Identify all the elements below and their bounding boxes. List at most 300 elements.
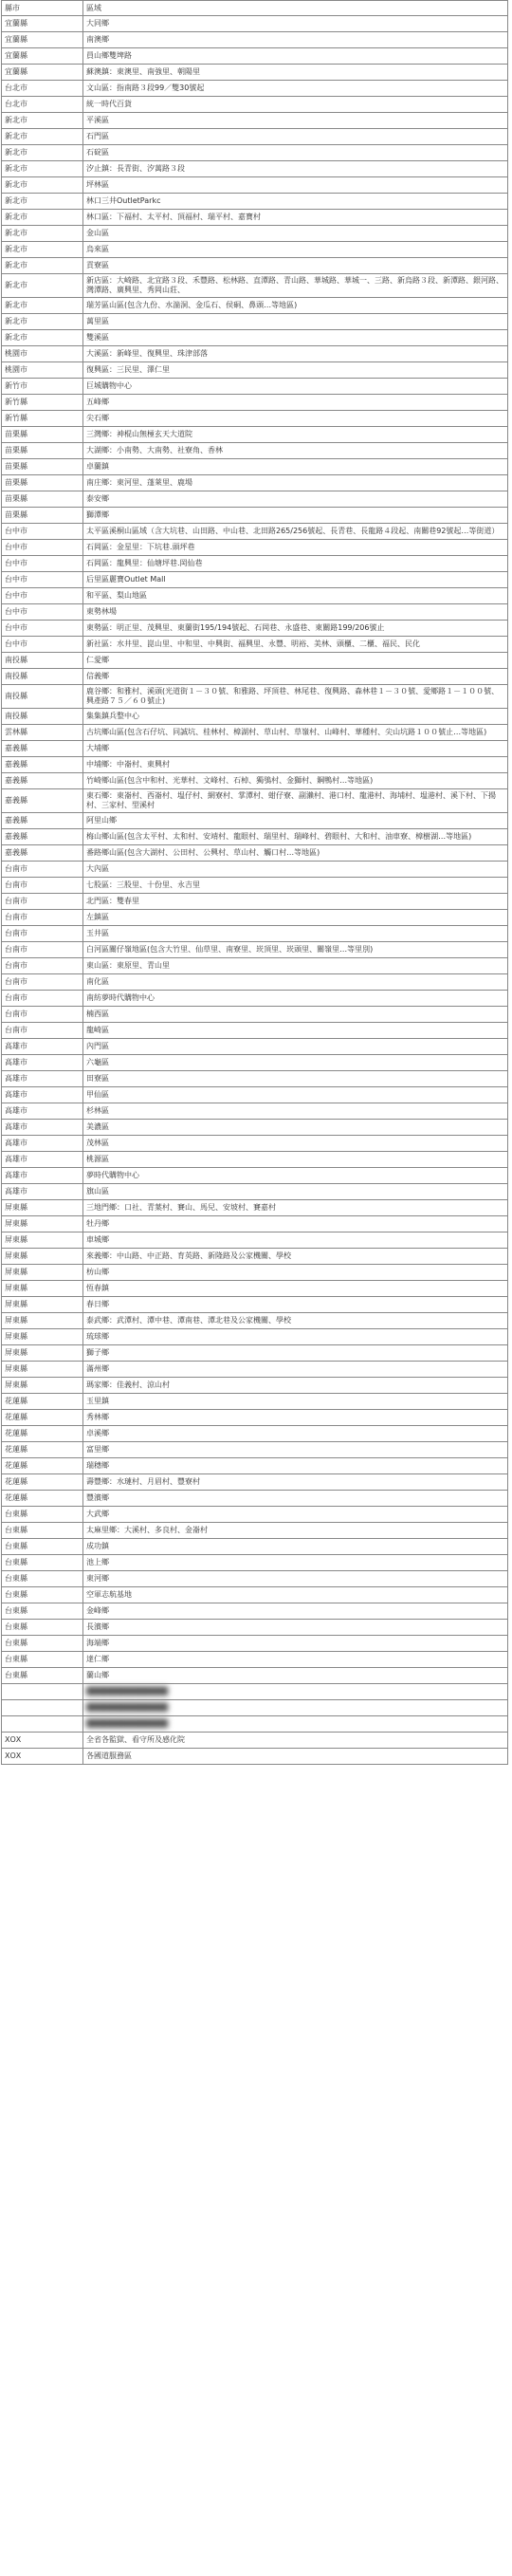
county-cell: 台中市: [2, 588, 83, 604]
area-cell: 來義鄉：中山路、中正路、育英路、新隆路及公家機關、學校: [83, 1249, 508, 1265]
table-row: [2, 177, 508, 194]
county-cell: 台東縣: [2, 1571, 83, 1587]
county-cell: 高雄市: [2, 1087, 83, 1103]
county-cell: 新北市: [2, 177, 83, 194]
table-row: [2, 274, 508, 298]
table-row: [2, 942, 508, 958]
area-cell: 巨城購物中心: [83, 379, 508, 395]
county-cell: 屏東縣: [2, 1265, 83, 1281]
table-row: [2, 330, 508, 346]
area-cell: 萬里區: [83, 314, 508, 330]
county-cell: 嘉義縣: [2, 773, 83, 789]
table-row: [2, 210, 508, 226]
area-cell: 大同鄉: [83, 16, 508, 32]
area-cell: 七股區：三股里、十份里、永吉里: [83, 878, 508, 894]
area-cell: 牡丹鄉: [83, 1216, 508, 1232]
county-cell: 嘉義縣: [2, 757, 83, 773]
table-row: [2, 1749, 508, 1765]
area-cell: 石岡區：金星里：下坑巷.頭坪巷: [83, 540, 508, 556]
table-row: [2, 314, 508, 330]
county-cell: 南投縣: [2, 653, 83, 669]
table-row: [2, 81, 508, 97]
county-cell: 宜蘭縣: [2, 16, 83, 32]
county-cell: 台東縣: [2, 1587, 83, 1603]
area-cell: 坪林區: [83, 177, 508, 194]
area-cell: 壽豐鄉：水璉村、月眉村、豐寮村: [83, 1474, 508, 1491]
area-cell: 雙溪區: [83, 330, 508, 346]
area-cell: 鹿谷鄉：和雅村、溪頭(光道街１－３０號、和雅路、坪頂巷、林尾巷、復興路、森林巷１－３０號、愛鄉路１－１００號、興產路７５／６０號止): [83, 685, 508, 709]
county-cell: 花蓮縣: [2, 1426, 83, 1442]
table-row: [2, 1039, 508, 1055]
table-row: [2, 862, 508, 878]
table-row: [2, 1555, 508, 1571]
area-cell: 大武鄉: [83, 1507, 508, 1523]
area-cell: 達仁鄉: [83, 1652, 508, 1668]
table-row: [2, 379, 508, 395]
county-cell: 屏東縣: [2, 1313, 83, 1329]
table-row: [2, 443, 508, 459]
county-cell: 台東縣: [2, 1603, 83, 1620]
column-header-area: 區域: [83, 1, 508, 16]
table-row: [2, 974, 508, 991]
area-cell: 石岡區：龍興里：仙塘坪巷.岡仙巷: [83, 556, 508, 572]
area-cell: 蘭山鄉: [83, 1668, 508, 1684]
area-cell: 南化區: [83, 974, 508, 991]
area-cell: 大溪區：新峰里、復興里、珠津部落: [83, 346, 508, 362]
area-cell: 龍崎區: [83, 1023, 508, 1039]
county-cell: 台中市: [2, 604, 83, 621]
table-row: [2, 1007, 508, 1023]
area-cell: ██████████████: [83, 1684, 508, 1700]
table-row: [2, 653, 508, 669]
county-cell: 嘉義縣: [2, 829, 83, 845]
area-cell: 后里區麗寶Outlet Mall: [83, 572, 508, 588]
area-cell: 文山區：指南路３段99／雙30號起: [83, 81, 508, 97]
county-cell: 新北市: [2, 258, 83, 274]
area-cell: 仁愛鄉: [83, 653, 508, 669]
county-cell: 高雄市: [2, 1039, 83, 1055]
area-cell: 烏來區: [83, 242, 508, 258]
table-row: [2, 813, 508, 829]
county-cell: 台北市: [2, 97, 83, 113]
area-cell: 員山鄉雙埤路: [83, 48, 508, 65]
county-cell: 新北市: [2, 129, 83, 145]
county-cell: 屏東縣: [2, 1329, 83, 1345]
area-cell: 尖石鄉: [83, 411, 508, 427]
county-cell: 新北市: [2, 161, 83, 177]
county-cell: ХОХ: [2, 1733, 83, 1749]
area-cell: 泰武鄉：武潭村、潭中巷、潭南巷、潭北巷及公家機關、學校: [83, 1313, 508, 1329]
table-row: [2, 1329, 508, 1345]
county-cell: 高雄市: [2, 1136, 83, 1152]
county-cell: 台北市: [2, 81, 83, 97]
area-cell: 竹崎鄉山區(包含中和村、光華村、文峰村、石棹、獨鴞村、金獅村、鋼鴨村…等地區): [83, 773, 508, 789]
county-cell: 宜蘭縣: [2, 48, 83, 65]
area-cell: 大內區: [83, 862, 508, 878]
county-cell: 花蓮縣: [2, 1394, 83, 1410]
county-cell: 花蓮縣: [2, 1474, 83, 1491]
area-cell: 甲仙區: [83, 1087, 508, 1103]
county-cell: 新竹縣: [2, 411, 83, 427]
table-row: [2, 1733, 508, 1749]
county-cell: 花蓮縣: [2, 1410, 83, 1426]
county-cell: 台東縣: [2, 1539, 83, 1555]
delivery-area-table: [1, 0, 508, 1765]
table-row: [2, 1313, 508, 1329]
area-cell: 番路鄉山區(包含大湖村、公田村、公興村、草山村、觸口村…等地區): [83, 845, 508, 862]
area-cell: 東勢林場: [83, 604, 508, 621]
county-cell: 新北市: [2, 145, 83, 161]
county-cell: 台東縣: [2, 1668, 83, 1684]
table-row: [2, 540, 508, 556]
county-cell: 桃園市: [2, 362, 83, 379]
table-row: [2, 258, 508, 274]
county-cell: 新北市: [2, 330, 83, 346]
county-cell: 苗栗縣: [2, 508, 83, 524]
area-cell: 新店區：大崎路、北宜路３段、禾豐路、松林路、直潭路、青山路、華城路、華城一、三路、新烏路３段、新潭路、銀河路、灣潭路、廣興里、秀岡山莊、: [83, 274, 508, 298]
county-cell: 屏東縣: [2, 1345, 83, 1362]
area-cell: 南庄鄉：東河里、蓬萊里、鹿場: [83, 475, 508, 491]
county-cell: 台南市: [2, 974, 83, 991]
county-cell: 花蓮縣: [2, 1458, 83, 1474]
table-row: [2, 1700, 508, 1716]
table-row: [2, 1232, 508, 1249]
area-cell: 信義鄉: [83, 669, 508, 685]
area-cell: 統一時代百貨: [83, 97, 508, 113]
area-cell: 南紡夢時代購物中心: [83, 991, 508, 1007]
area-cell: 集集鎮兵整中心: [83, 709, 508, 725]
county-cell: 新北市: [2, 242, 83, 258]
county-cell: 高雄市: [2, 1120, 83, 1136]
area-cell: 南澳鄉: [83, 32, 508, 48]
county-cell: 嘉義縣: [2, 789, 83, 813]
county-cell: 台南市: [2, 878, 83, 894]
table-row: [2, 1684, 508, 1700]
table-row: [2, 1410, 508, 1426]
area-cell: 美濃區: [83, 1120, 508, 1136]
county-cell: 台中市: [2, 572, 83, 588]
area-cell: 中埔鄉：中崙村、東興村: [83, 757, 508, 773]
county-cell: 屏東縣: [2, 1378, 83, 1394]
area-cell: 內門區: [83, 1039, 508, 1055]
table-row: [2, 845, 508, 862]
area-cell: 大湖鄉：小南勢、大南勢、社寮角、香林: [83, 443, 508, 459]
table-row: [2, 669, 508, 685]
area-cell: 全省各監獄、看守所及感化院: [83, 1733, 508, 1749]
county-cell: 新竹縣: [2, 395, 83, 411]
area-cell: 車城鄉: [83, 1232, 508, 1249]
table-row: [2, 1652, 508, 1668]
table-row: [2, 1136, 508, 1152]
area-cell: 石門區: [83, 129, 508, 145]
county-cell: 新北市: [2, 113, 83, 129]
table-row: [2, 1362, 508, 1378]
area-cell: 太平區溪桐山區域（含大坑巷、山田路、中山巷、北田路265/256號起、長青巷、長龍路４段起、南關巷92號起…等街道）: [83, 524, 508, 540]
area-cell: 空軍志航基地: [83, 1587, 508, 1603]
county-cell: 台東縣: [2, 1507, 83, 1523]
table-row: [2, 427, 508, 443]
county-cell: 宜蘭縣: [2, 32, 83, 48]
table-row: [2, 491, 508, 508]
area-cell: 東石鄉：東崙村、西崙村、塭仔村、網寮村、掌潭村、蚶仔寮、副瀨村、港口村、龍港村、海埔村、塭港村、溪下村、下揚村、三家村、型溪村: [83, 789, 508, 813]
table-row: [2, 1168, 508, 1184]
table-row: [2, 1120, 508, 1136]
table-row: [2, 910, 508, 926]
county-cell: [2, 1700, 83, 1716]
area-cell: 獅子鄉: [83, 1345, 508, 1362]
area-cell: 蘇澳鎮：東澳里、南強里、朝陽里: [83, 65, 508, 81]
table-row: [2, 129, 508, 145]
county-cell: 台南市: [2, 991, 83, 1007]
area-cell: 桃源區: [83, 1152, 508, 1168]
area-cell: 玉里鎮: [83, 1394, 508, 1410]
area-cell: 復興區：三民里、澤仁里: [83, 362, 508, 379]
county-cell: 南投縣: [2, 709, 83, 725]
area-cell: 大埔鄉: [83, 741, 508, 757]
table-row: [2, 725, 508, 741]
county-cell: 花蓮縣: [2, 1491, 83, 1507]
column-header-county: 縣市: [2, 1, 83, 16]
table-row: [2, 1087, 508, 1103]
county-cell: 新北市: [2, 274, 83, 298]
county-cell: 苗栗縣: [2, 459, 83, 475]
area-cell: 三地門鄉：口社、青葉村、賽山、馬兒、安坡村、賽嘉村: [83, 1200, 508, 1216]
table-row: [2, 1281, 508, 1297]
table-row: [2, 226, 508, 242]
table-row: [2, 789, 508, 813]
county-cell: [2, 1684, 83, 1700]
area-cell: 金山區: [83, 226, 508, 242]
area-cell: 左鎮區: [83, 910, 508, 926]
area-cell: 和平區、梨山地區: [83, 588, 508, 604]
county-cell: 高雄市: [2, 1071, 83, 1087]
table-row: [2, 1184, 508, 1200]
table-row: [2, 991, 508, 1007]
county-cell: 桃園市: [2, 346, 83, 362]
table-row: [2, 556, 508, 572]
county-cell: 屏東縣: [2, 1232, 83, 1249]
area-cell: 春日鄉: [83, 1297, 508, 1313]
county-cell: 嘉義縣: [2, 845, 83, 862]
area-cell: 枋山鄉: [83, 1265, 508, 1281]
area-cell: 瑞芳區山區(包含九份、水湍洞、金瓜石、侯硐、鼻頭…等地區): [83, 298, 508, 314]
table-row: [2, 1603, 508, 1620]
table-row: [2, 1394, 508, 1410]
table-row: [2, 508, 508, 524]
county-cell: 高雄市: [2, 1168, 83, 1184]
table-row: [2, 1265, 508, 1281]
area-cell: 滿州鄉: [83, 1362, 508, 1378]
area-cell: 五峰鄉: [83, 395, 508, 411]
area-cell: 阿里山鄉: [83, 813, 508, 829]
county-cell: 屏東縣: [2, 1216, 83, 1232]
county-cell: 苗栗縣: [2, 427, 83, 443]
county-cell: 台南市: [2, 910, 83, 926]
area-cell: 貢寮區: [83, 258, 508, 274]
table-row: [2, 757, 508, 773]
county-cell: 苗栗縣: [2, 491, 83, 508]
county-cell: 高雄市: [2, 1184, 83, 1200]
table-row: [2, 894, 508, 910]
county-cell: 台東縣: [2, 1523, 83, 1539]
table-row: [2, 773, 508, 789]
area-cell: 旗山區: [83, 1184, 508, 1200]
table-row: [2, 362, 508, 379]
table-row: [2, 1716, 508, 1733]
table-row: [2, 1636, 508, 1652]
table-row: [2, 1297, 508, 1313]
county-cell: 新北市: [2, 298, 83, 314]
county-cell: 花蓮縣: [2, 1442, 83, 1458]
area-cell: 泰安鄉: [83, 491, 508, 508]
county-cell: ХОХ: [2, 1749, 83, 1765]
area-cell: 六龜區: [83, 1055, 508, 1071]
table-row: [2, 709, 508, 725]
table-row: [2, 1023, 508, 1039]
area-cell: 東河鄉: [83, 1571, 508, 1587]
table-row: [2, 1620, 508, 1636]
table-row: [2, 1587, 508, 1603]
county-cell: 雲林縣: [2, 725, 83, 741]
table-row: [2, 411, 508, 427]
table-row: [2, 685, 508, 709]
area-cell: 北門區：雙春里: [83, 894, 508, 910]
county-cell: 高雄市: [2, 1103, 83, 1120]
county-cell: 苗栗縣: [2, 475, 83, 491]
county-cell: [2, 1716, 83, 1733]
table-row: [2, 1458, 508, 1474]
table-row: [2, 298, 508, 314]
area-cell: 卓蘭鎮: [83, 459, 508, 475]
area-cell: 太麻里鄉：大溪村、多良村、金崙村: [83, 1523, 508, 1539]
county-cell: 台東縣: [2, 1555, 83, 1571]
table-row: [2, 621, 508, 637]
table-row: [2, 524, 508, 540]
area-cell: 石碇區: [83, 145, 508, 161]
area-cell: 杉林區: [83, 1103, 508, 1120]
county-cell: 台南市: [2, 958, 83, 974]
county-cell: 台中市: [2, 524, 83, 540]
table-row: [2, 395, 508, 411]
area-cell: 東勢區：明正里、茂興里、東蘭街195/194號起、石岡巷、永盛巷、東關路199/206號止: [83, 621, 508, 637]
table-row: [2, 1200, 508, 1216]
area-cell: ██████████████: [83, 1700, 508, 1716]
table-row: [2, 1668, 508, 1684]
area-cell: 金峰鄉: [83, 1603, 508, 1620]
table-row: [2, 1378, 508, 1394]
county-cell: 屏東縣: [2, 1281, 83, 1297]
county-cell: 屏東縣: [2, 1362, 83, 1378]
area-cell: 白河區關仔嶺地區(包含大竹里、仙草里、南寮里、崁頂里、崁頭里、關嶺里…等里別): [83, 942, 508, 958]
area-cell: 琉球鄉: [83, 1329, 508, 1345]
table-row: [2, 926, 508, 942]
table-row: [2, 1571, 508, 1587]
county-cell: 屏東縣: [2, 1249, 83, 1265]
area-cell: 玉井區: [83, 926, 508, 942]
table-row: [2, 1442, 508, 1458]
county-cell: 新北市: [2, 314, 83, 330]
area-cell: 汐止鎮：長青街、汐萬路３段: [83, 161, 508, 177]
table-row: [2, 1474, 508, 1491]
table-row: [2, 16, 508, 32]
table-row: [2, 48, 508, 65]
area-cell: 獅潭鄉: [83, 508, 508, 524]
table-row: [2, 958, 508, 974]
table-row: [2, 113, 508, 129]
county-cell: 新北市: [2, 210, 83, 226]
area-cell: 梅山鄉山區(包含太平村、太和村、安靖村、龍眼村、瑞里村、瑞峰村、碧眼村、大和村、油車寮、樟樹湖…等地區): [83, 829, 508, 845]
area-cell: 林口區：下福村、太平村、頂福村、瑞平村、嘉寶村: [83, 210, 508, 226]
county-cell: 台南市: [2, 942, 83, 958]
area-cell: 各國道服務區: [83, 1749, 508, 1765]
table-header-row: [2, 1, 508, 16]
area-cell: 瑪家鄉：佳義村、涼山村: [83, 1378, 508, 1394]
county-cell: 台中市: [2, 540, 83, 556]
area-cell: 豐濱鄉: [83, 1491, 508, 1507]
area-cell: 古坑鄉山區(包含石仔坑、同誠坑、桂林村、樟湖村、草山村、草嶺村、山峰村、華種村、尖山坑路１００號止…等地區): [83, 725, 508, 741]
county-cell: 苗栗縣: [2, 443, 83, 459]
table-row: [2, 1345, 508, 1362]
table-row: [2, 346, 508, 362]
table-row: [2, 1055, 508, 1071]
area-cell: 富里鄉: [83, 1442, 508, 1458]
table-row: [2, 1507, 508, 1523]
county-cell: 台南市: [2, 1023, 83, 1039]
area-cell: 茂林區: [83, 1136, 508, 1152]
county-cell: 台中市: [2, 621, 83, 637]
table-row: [2, 1539, 508, 1555]
county-cell: 台東縣: [2, 1620, 83, 1636]
area-cell: 新社區：水井里、崑山里、中和里、中興街、福興里、永豐、明裕、美林、頭櫃、二櫃、福民、民化: [83, 637, 508, 653]
county-cell: 宜蘭縣: [2, 65, 83, 81]
county-cell: 嘉義縣: [2, 741, 83, 757]
county-cell: 新北市: [2, 194, 83, 210]
table-row: [2, 161, 508, 177]
area-cell: 楠西區: [83, 1007, 508, 1023]
area-cell: 海端鄉: [83, 1636, 508, 1652]
county-cell: 嘉義縣: [2, 813, 83, 829]
county-cell: 台中市: [2, 637, 83, 653]
table-row: [2, 588, 508, 604]
table-row: [2, 475, 508, 491]
area-cell: 夢時代購物中心: [83, 1168, 508, 1184]
table-row: [2, 194, 508, 210]
area-cell: 長濱鄉: [83, 1620, 508, 1636]
county-cell: 台東縣: [2, 1652, 83, 1668]
county-cell: 台中市: [2, 556, 83, 572]
table-row: [2, 65, 508, 81]
county-cell: 高雄市: [2, 1152, 83, 1168]
table-row: [2, 242, 508, 258]
area-cell: 成功鎮: [83, 1539, 508, 1555]
table-row: [2, 1152, 508, 1168]
area-cell: ██████████████: [83, 1716, 508, 1733]
table-row: [2, 1491, 508, 1507]
county-cell: 高雄市: [2, 1055, 83, 1071]
area-cell: 卓溪鄉: [83, 1426, 508, 1442]
county-cell: 台東縣: [2, 1636, 83, 1652]
table-row: [2, 32, 508, 48]
table-row: [2, 741, 508, 757]
area-cell: 三灣鄉：神棍山無極玄天大道院: [83, 427, 508, 443]
table-row: [2, 1103, 508, 1120]
table-row: [2, 1249, 508, 1265]
table-row: [2, 1071, 508, 1087]
county-cell: 南投縣: [2, 685, 83, 709]
county-cell: 新竹市: [2, 379, 83, 395]
area-cell: 秀林鄉: [83, 1410, 508, 1426]
area-cell: 田寮區: [83, 1071, 508, 1087]
